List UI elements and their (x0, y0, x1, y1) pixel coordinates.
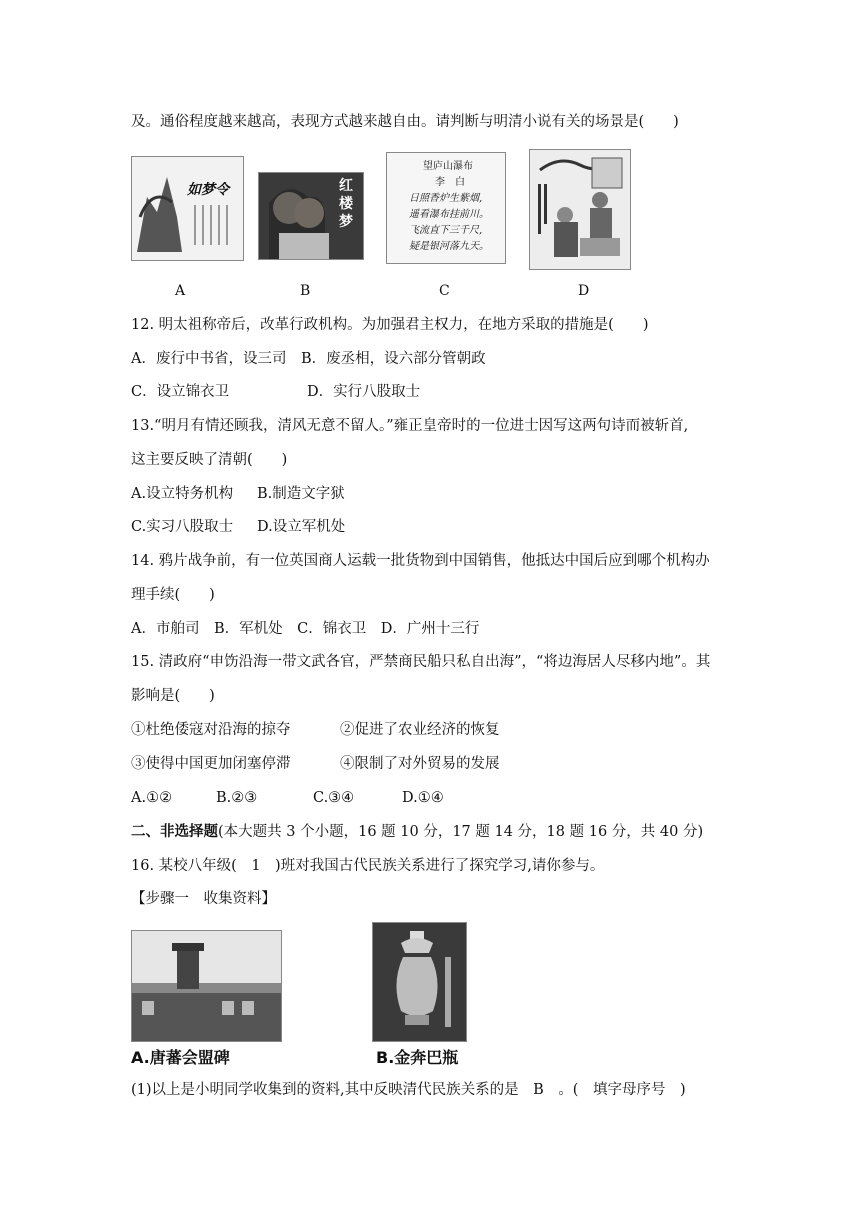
section2-note: (本大题共 3 个小题，16 题 10 分，17 题 14 分，18 题 16 分，共 40 分) (218, 824, 704, 840)
q15-option-d: D.①④ (402, 790, 444, 806)
section2-header (131, 822, 703, 842)
option-a-image (131, 156, 244, 261)
golden-urn-vase-icon (373, 923, 466, 1041)
q13-option-d: D.设立军机处 (257, 519, 346, 535)
q12-option-d: D．实行八股取士 (307, 384, 421, 400)
q13-option-c: C.实习八股取士 (131, 519, 234, 535)
intro-line: 及。通俗程度越来越高，表现方式越来越自由。请判断与明清小说有关的场景是( ) (131, 114, 679, 130)
q15-option-a: A.①② (131, 790, 173, 806)
ink-landscape-icon (132, 157, 243, 260)
golden-urn-caption: B.金奔巴瓶 (376, 1048, 459, 1067)
tang-tibet-stele-image (131, 930, 282, 1042)
q15-item-1: ①杜绝倭寇对沿海的掠夺 (131, 722, 291, 738)
option-c-poem-author: 李 白 (435, 177, 465, 188)
option-c-label: C (439, 283, 450, 299)
q13-option-b: B.制造文字狱 (257, 486, 345, 502)
q16-step1: 【步骤一 收集资料】 (131, 891, 276, 907)
q13-stem-line-1: 13.“明月有情还顾我，清风无意不留人。”雍正皇帝时的一位进士因写这两句诗而被斩首, (131, 418, 689, 434)
q15-item-3: ③使得中国更加闭塞停滞 (131, 756, 291, 772)
q12-options-ab: A．废行中书省，设三司 B．废丞相，设六部分管朝政 (131, 351, 486, 367)
q15-item-2: ②促进了农业经济的恢复 (340, 722, 500, 738)
option-a-label: A (175, 283, 186, 299)
option-c-poem-title: 望庐山瀑布 (423, 161, 473, 172)
q16-stem: 16. 某校八年级( 1 )班对我国古代民族关系进行了探究学习,请你参与。 (131, 858, 605, 874)
option-c-poem-line-1: 日照香炉生紫烟, (409, 193, 483, 204)
woodcut-illustration-icon (530, 150, 630, 269)
q15-option-b: B.②③ (216, 790, 258, 806)
option-a-inner-title: 如梦令 (187, 182, 229, 198)
section2-heading: 二、非选择题 (131, 823, 218, 840)
tang-tibet-stele-caption: A.唐蕃会盟碑 (131, 1048, 230, 1067)
q14-stem-line-2: 理手续( ) (131, 587, 215, 603)
option-c-poem-line-4: 疑是银河落九天。 (409, 241, 489, 252)
option-d-image (529, 149, 631, 270)
option-c-poem-line-2: 遥看瀑布挂前川。 (409, 209, 489, 220)
stele-building-icon (132, 931, 281, 1041)
q16-sub1: (1)以上是小明同学收集到的资料,其中反映清代民族关系的是 B 。( 填字母序号 ) (131, 1082, 686, 1098)
option-b-inner-title: 红楼梦 (339, 178, 353, 230)
option-b-image (258, 172, 364, 260)
option-d-label: D (578, 283, 590, 299)
q14-options: A．市舶司 B．军机处 C．锦衣卫 D．广州十三行 (131, 621, 480, 637)
option-b-label: B (300, 283, 311, 299)
q15-option-c: C.③④ (313, 790, 355, 806)
q12-option-c: C．设立锦衣卫 (131, 384, 230, 400)
q15-item-4: ④限制了对外贸易的发展 (340, 756, 500, 772)
option-c-image (386, 152, 506, 264)
q14-stem-line-1: 14. 鸦片战争前，有一位英国商人运载一批货物到中国销售，他抵达中国后应到哪个机构办 (131, 553, 710, 569)
q13-option-a: A.设立特务机构 (131, 486, 234, 502)
q12-stem: 12. 明太祖称帝后，改革行政机构。为加强君主权力，在地方采取的措施是( ) (131, 317, 649, 333)
q15-stem-line-2: 影响是( ) (131, 688, 215, 704)
golden-urn-image (372, 922, 467, 1042)
q13-stem-line-2: 这主要反映了清朝( ) (131, 452, 288, 468)
q15-stem-line-1: 15. 清政府“申饬沿海一带文武各官，严禁商民船只私自出海”，“将边海居人尽移内地”。其 (131, 654, 711, 670)
option-c-poem-line-3: 飞流直下三千尺, (409, 225, 483, 236)
